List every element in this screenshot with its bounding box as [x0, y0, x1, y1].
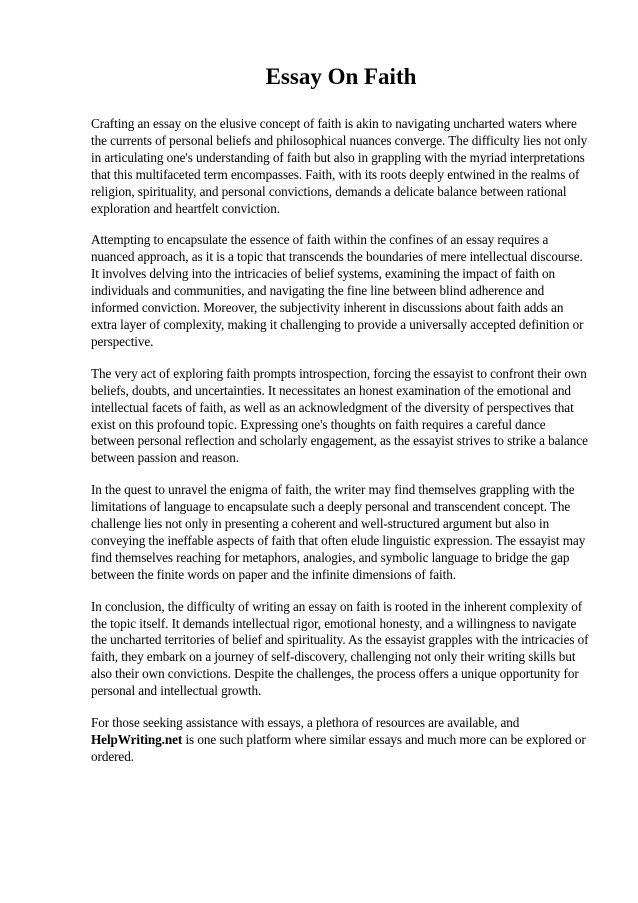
- closing-outro: is one such platform where similar essays and much more can be explored or ordered.: [91, 732, 586, 764]
- paragraph-4: In the quest to unravel the enigma of faith, the writer may find themselves grappling with the limitations of language to encapsulate such a deeply personal and transcendent concept. The challenge lies not only in presenting a coherent and well-structured argument but also in conveying the ineffable aspects of faith that often elude linguistic expression. The essayist may find themselves reaching for metaphors, analogies, and symbolic language to bridge the gap between the finite words on paper and the infinite dimensions of faith.: [91, 482, 586, 582]
- paragraph-2: Attempting to encapsulate the essence of faith within the confines of an essay requires a nuanced approach, as it is a topic that transcends the boundaries of mere intellectual discourse. It involves delving into the intricacies of belief systems, examining the impact of faith on individuals and communities, and navigating the fine line between blind adherence and informed conviction. Moreover, the subjectivity inherent in discussions about faith adds an extra layer of complexity, making it challenging to provide a universally accepted definition or perspective.: [91, 232, 584, 349]
- closing-paragraph: [91, 715, 590, 766]
- document-title: Essay On Faith: [265, 64, 417, 89]
- closing-intro: For those seeking assistance with essays, a plethora of resources are available, and: [91, 715, 520, 731]
- helpwriting-link[interactable]: HelpWriting.net: [91, 732, 183, 747]
- paragraph-1: Crafting an essay on the elusive concept of faith is akin to navigating uncharted waters where the currents of personal beliefs and philosophical nuances converge. The difficulty lies not only in articulating one's understanding of faith but also in grappling with the myriad interpretations that this multifaceted term encompasses. Faith, with its roots deeply entwined in the realms of religion, spirituality, and personal convictions, demands a delicate balance between rational exploration and heartfelt conviction.: [91, 116, 588, 216]
- paragraph-5: In conclusion, the difficulty of writing an essay on faith is rooted in the inherent complexity of the topic itself. It demands intellectual rigor, emotional honesty, and a willingness to navigate the uncharted territories of belief and spirituality. As the essayist grapples with the intricacies of faith, they embark on a journey of self-discovery, challenging not only their writing skills but also their own convictions. Despite the challenges, the process offers a unique opportunity for personal and intellectual growth.: [91, 598, 589, 699]
- paragraph-3: The very act of exploring faith prompts introspection, forcing the essayist to confront their own beliefs, doubts, and uncertainties. It necessitates an honest examination of the emotional and intellectual facets of faith, as well as an acknowledgment of the diversity of perspectives that exist on this profound topic. Expressing one's thoughts on faith requires a careful dance between personal reflection and scholarly engagement, as the essayist strives to strike a balance between passion and reason.: [91, 365, 588, 466]
